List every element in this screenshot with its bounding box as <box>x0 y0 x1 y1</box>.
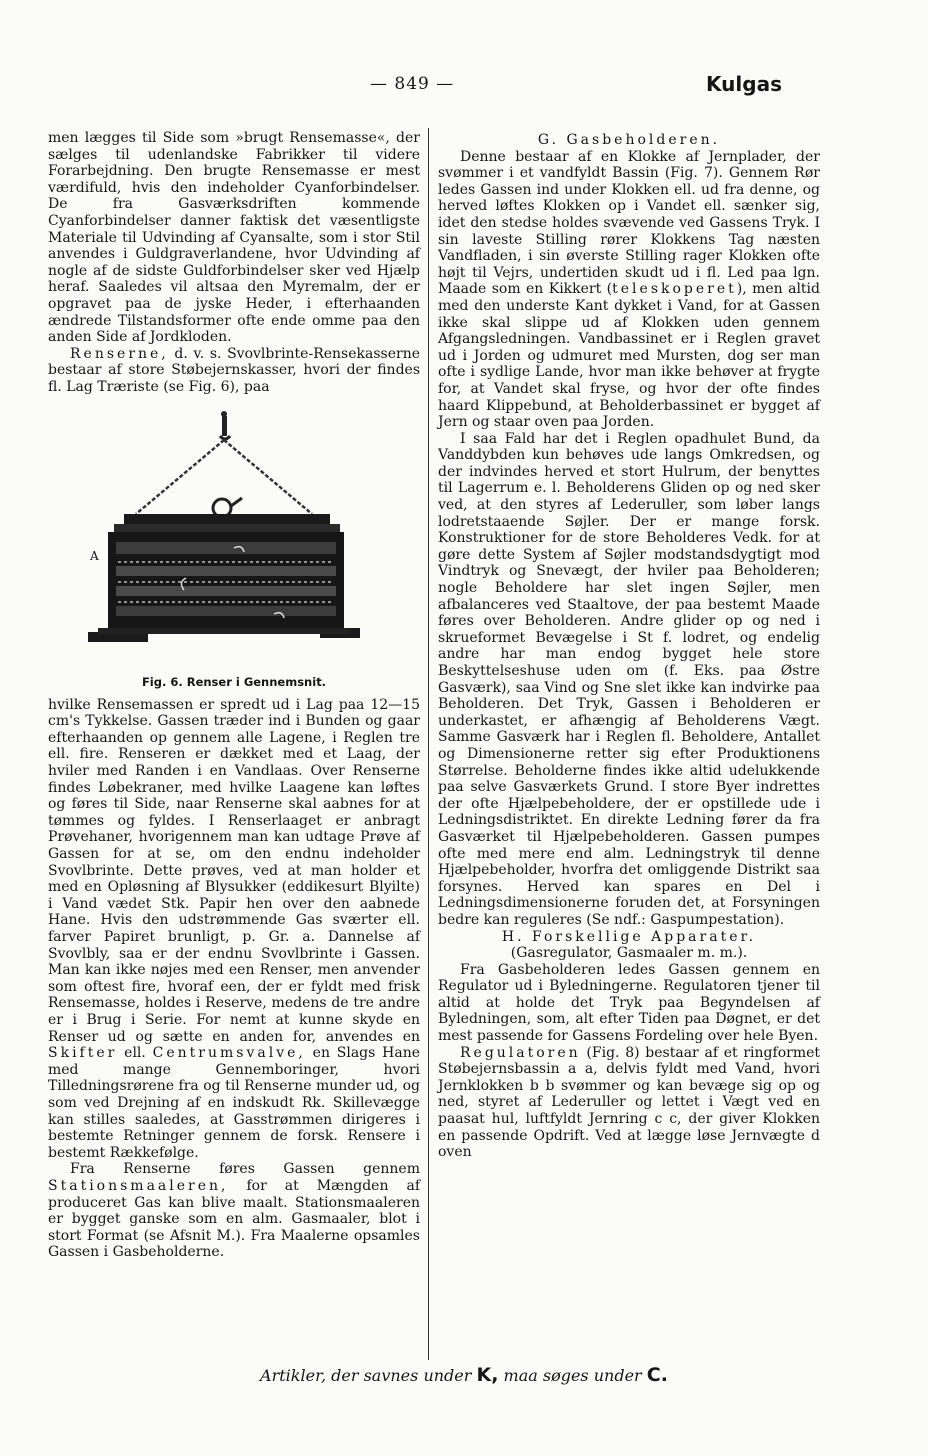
figure-label-a: A <box>90 548 99 563</box>
paragraph <box>48 697 420 1162</box>
renser-cross-section-illustration <box>84 406 384 668</box>
spaced-term: Skifter <box>48 1045 118 1062</box>
footer-letter-c: C. <box>646 1364 668 1386</box>
left-column <box>48 130 420 1261</box>
column-divider <box>428 128 429 1360</box>
spaced-term: Stationsmaaleren, <box>48 1177 229 1194</box>
section-subheading-h: (Gasregulator, Gasmaaler m. m.). <box>510 945 748 962</box>
page-header <box>0 74 928 104</box>
section-heading-g: G. Gasbeholderen. <box>537 132 721 148</box>
footer-letter-k: K, <box>476 1364 499 1386</box>
paragraph-text: d. v. s. Svovlbrinte-Rensekasserne bestaar af store Støbejernskasser, hvori der findes fl. Lag Træriste (se Fig. 6), paa <box>48 345 420 395</box>
paragraph: Fra Gasbeholderen ledes Gassen gennem en Regulator ud i Byledningerne. Regulatoren tjener til altid at holde det Tryk paa Begyndelsen af Byledningen, som, alt efter Tiden paa Døgnet, er det mest passende for Gassens Fordeling over hele Byen. <box>438 961 820 1045</box>
section-heading-h: H. Forskellige Apparater. <box>501 928 757 945</box>
paragraph-text: ell. <box>117 1045 146 1062</box>
paragraph <box>48 346 420 396</box>
paragraph-text: ), men altid med den underste Kant dykket i Vand, for at Gassen ikke skal slippe ud af Klokken uden gennem Afgangsledningen. Vandbassinet er i Reglen gravet ud i Jorden og udmuret med Mursten, dog ser man ofte i sydlige Lande, hvor man ikke behøver at frygte for, at Vandet skal fryse, og hvor der ofte findes haard Klippebund, at Beholderbassinet er bygget af Jern og staar oven paa Jorden. <box>438 281 820 431</box>
paragraph-text: Denne bestaar af en Klokke af Jernplader, der svømmer i et vandfyldt Bassin (Fig. 7). Gennem Rør ledes Gassen ind under Klokken ell. ud fra denne, og herved løftes Klokken op i Vandet ell. sænker sig, idet den stedse holdes svævende ved Gassens Tryk. I sin laveste Stilling rører Klokkens Tag næsten Vandfladen, i sin øverste Stilling rager Klokken ofte højt til Vejrs, undertiden skudt ud i fl. Led paa lgn. Maade som en Kikkert ( <box>438 148 820 298</box>
paragraph: I saa Fald har det i Reglen opadhulet Bund, da Vanddybden kun behøves ude langs Omkredsen, og der indvindes herved et stort Hulrum, der benyttes til Lagerrum e. l. Beholderens Gliden op og ned sker ved, at den styres af Lederuller, som løber langs lodretstaaende Søjler. Der er mange forsk. Konstruktioner for de store Beholderes Vedk. for at gøre dette System af Søjler modstandsdygtigt mod Vindtryk og Snevægt, der hviler paa Beholderen; nogle Beholdere har slet ingen Søjler, men afbalanceres ved Staaltove, der paa bestemt Maade føres over Beholderen. Andre glider op og ned i skrueformet Bevægelse i St f. lodret, og endelig andre har man endog bygget hele store Beskyttelseshuse uden om (f. Eks. paa Østre Gasværk), saa Vind og Sne slet ikke kan indvirke paa Beholderen. Det Tryk, Gassen i Beholderen er underkastet, er afhængig af Beholderens Vægt. Samme Gasværk har i Reglen fl. Beholdere, Antallet og Dimensionerne retter sig efter Produktionens Størrelse. Beholderne findes ikke altid udelukkende paa selve Gasværkets Grund. I store Byer indrettes der ofte Hjælpebeholdere, der er opstillede ude i Ledningsdistriktet. En direkte Ledning fører da fra Gasværket til Hjælpebeholderen. Gassen pumpes ofte med mere end alm. Ledningstryk til denne Hjælpebeholder, hvorfra det omliggende Distrikt saa forsynes. Herved kan spares en Del i Ledningsdimensionerne foruden det, at Forsyningen bedre kan reguleres (Se ndf.: Gaspumpestation). <box>438 430 820 928</box>
running-head: Kulgas <box>706 72 782 96</box>
paragraph-text: Fra Renserne føres Gassen gennem <box>70 1161 420 1178</box>
figure-renser <box>48 406 420 691</box>
spaced-term: Renserne, <box>70 345 169 362</box>
footer-text: maa søges under <box>498 1366 647 1385</box>
paragraph <box>48 1161 420 1261</box>
paragraph <box>438 1045 820 1161</box>
paragraph: men lægges til Side som »brugt Rensemasse«, der sælges til udenlandske Fabrikker til videre Forarbejdning. Den brugte Rensemasse er mest værdifuld, hvis den indeholder Cyanforbindelser. De fra Gasværksdriften kommende Cyanforbindelser danner faktisk det væsentligste Materiale til Udvinding af Cyansalte, som i stor Stil anvendes i Guldgraverlandene, hvor Udvinding af nogle af de sidste Guldforbindelser sker ved Hjælp heraf. Saaledes vil altsaa den Myremalm, der er opgravet paa de jyske Heder, i efterhaanden ændrede Tilstandsformer ofte ende omme paa den anden Side af Jordkloden. <box>48 130 420 346</box>
page-number: — 849 — <box>370 74 455 94</box>
paragraph-text: (Fig. 8) bestaar af et ringformet Støbejernsbassin a a, delvis fyldt med Vand, hvori Jernklokken b b svømmer og kan bevæge sig op og ned, styret af Lederuller og lettet i Vægt ved en paasat hul, luftfyldt Jernring c c, der giver Klokken en passende Opdrift. Ved at lægge løse Jernvægte d oven <box>438 1044 820 1161</box>
page-footer <box>0 1364 928 1386</box>
paragraph <box>438 149 820 431</box>
figure-caption: Fig. 6. Renser i Gennemsnit. <box>141 675 327 690</box>
paragraph-text: en Slags Hane med mange Gennemboringer, hvori Tilledningsrørene fra og til Renserne munder ud, og som ved Drejning af en indskudt Rk. Skillevægge kan stilles saaledes, at Gasstrømmen dirigeres i bestemte Retninger gennem de forsk. Rensere i bestemt Rækkefølge. <box>48 1045 420 1161</box>
right-column <box>438 132 820 1161</box>
spaced-term: teleskoperet <box>612 281 737 298</box>
paragraph-text: hvilke Rensemassen er spredt ud i Lag paa 12—15 cm's Tykkelse. Gassen træder ind i Bunden og gaar efterhaanden op gennem alle Lagene, i Reglen tre ell. fire. Renseren er dækket med et Laag, der hviler med Randen i en Vandlaas. Over Renserne findes Løbekraner, med hvilke Laagene kan løftes og føres til Side, naar Renserne skal aabnes for at tømmes og fyldes. I Renserlaaget er anbragt Prøvehaner, hvorigennem man kan udtage Prøve af Gassen for at se, om den endnu indeholder Svovlbrinte. Dette prøves, ved at man holder et med en Opløsning af Blysukker (eddikesurt Blyilte) i Vand vædet Stk. Papir hen over den aabnede Hane. Hvis den udstrømmende Gas sværter ell. farver Papiret brunligt, p. Gr. a. Dannelse af Svovlbly, saa er der endnu Svovlbrinte i Gassen. Man kan ikke nøjes med een Renser, men anvender som oftest fire, hvoraf een, der er fyldt med frisk Rensemasse, holdes i Reserve, medens de tre andre er i Brug i Serie. For nemt at kunne skyde en Renser ud og sætte en anden for, anvendes en <box>48 696 420 1045</box>
paragraph-text: for at Mængden af produceret Gas kan blive maalt. Stationsmaaleren er bygget ganske som en alm. Gasmaaler, blot i stort Format (se Afsnit M.). Fra Maalerne opsamles Gassen i Gasbeholderne. <box>48 1177 420 1261</box>
spaced-term: Regulatoren <box>460 1044 581 1061</box>
spaced-term: Centrumsvalve, <box>152 1045 306 1062</box>
footer-text: Artikler, der savnes under <box>260 1366 477 1385</box>
